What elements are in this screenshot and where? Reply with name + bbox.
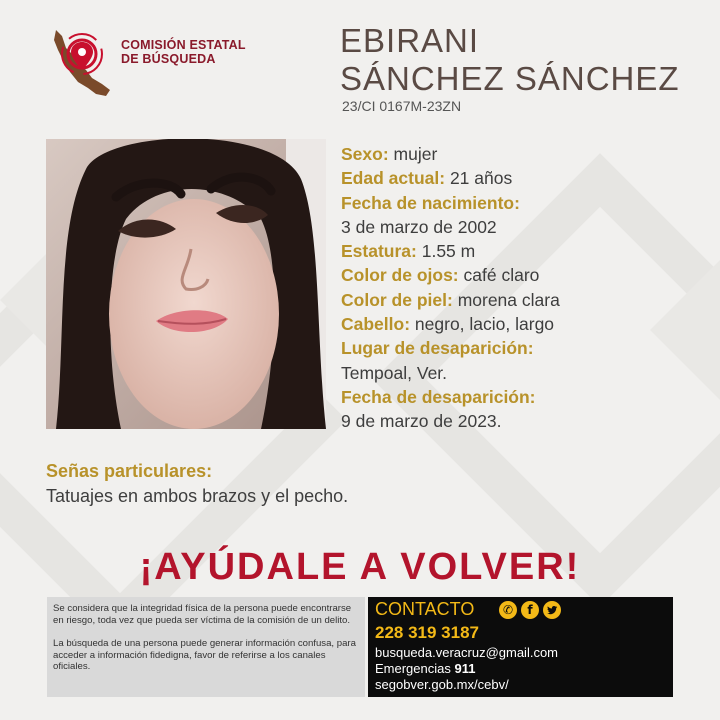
contact-phone[interactable]: 228 319 3187 [375,623,479,642]
detail-row [341,336,701,360]
detail-label: Color de ojos: [341,265,459,286]
detail-row [341,385,701,409]
detail-row [341,142,701,166]
detail-label: Sexo: [341,144,389,164]
person-photo [46,139,326,429]
detail-value: negro, lacio, largo [414,314,555,335]
detail-value: 1.55 m [421,241,476,262]
detail-value: 9 de marzo de 2023. [341,411,502,432]
case-id: 23/CI 0167M-23ZN [342,98,462,114]
detail-value: morena clara [457,289,560,310]
disclaimer-paragraph-2: La búsqueda de una persona puede generar información confusa, para acceder a información fidedigna, favor de referirse a los canales oficiales. [53,638,356,673]
detail-row [341,312,701,336]
senas-text: Tatuajes en ambos brazos y el pecho. [46,486,349,506]
detail-value: 3 de marzo de 2002 [341,216,497,237]
detail-label: Fecha de desaparición: [341,386,536,407]
disclaimer [47,597,365,697]
facebook-icon[interactable]: f [521,601,539,619]
detail-row [341,361,701,385]
detail-row [341,166,701,190]
detail-value: café claro [463,265,540,286]
contact-website[interactable]: segobver.gob.mx/cebv/ [375,677,509,692]
emergency-label: Emergencias [375,661,451,676]
detail-row [341,215,701,239]
emergency-number[interactable]: 911 [454,661,476,676]
headline: ¡AYÚDALE A VOLVER! [139,546,581,588]
contact-emergency [375,661,475,676]
person-name: EBIRANI SÁNCHEZ SÁNCHEZ [340,22,680,97]
whatsapp-icon[interactable]: ✆ [499,601,517,619]
contact-email[interactable]: busqueda.veracruz@gmail.com [375,645,559,660]
org-name: COMISIÓN ESTATAL DE BÚSQUEDA [121,38,246,66]
detail-value: Tempoal, Ver. [341,362,448,383]
detail-row [341,288,701,312]
detail-label: Estatura: [341,241,417,262]
detail-label: Cabello: [341,314,411,335]
detail-value: mujer [393,144,438,164]
detail-label: Color de piel: [341,289,453,310]
detail-label: Lugar de desaparición: [341,338,534,359]
contact-icons [499,601,561,619]
detail-label: Edad actual: [341,168,446,189]
veracruz-map-pin-icon [48,26,118,102]
detail-label: Fecha de nacimiento: [341,192,520,213]
contact-title: CONTACTO [375,599,475,619]
detail-value: 21 años [449,168,513,189]
detail-row [341,263,701,287]
twitter-icon[interactable] [543,601,561,619]
person-details [341,142,701,434]
senas-label: Señas particulares: [46,461,213,481]
detail-row [341,409,701,433]
contact-box [368,597,673,697]
detail-row [341,239,701,263]
detail-row [341,191,701,215]
disclaimer-paragraph-1: Se considera que la integridad física de la persona puede encontrarse en riesgo, toda vez que pueda ser víctima de la comisión de un delito. [53,603,352,626]
